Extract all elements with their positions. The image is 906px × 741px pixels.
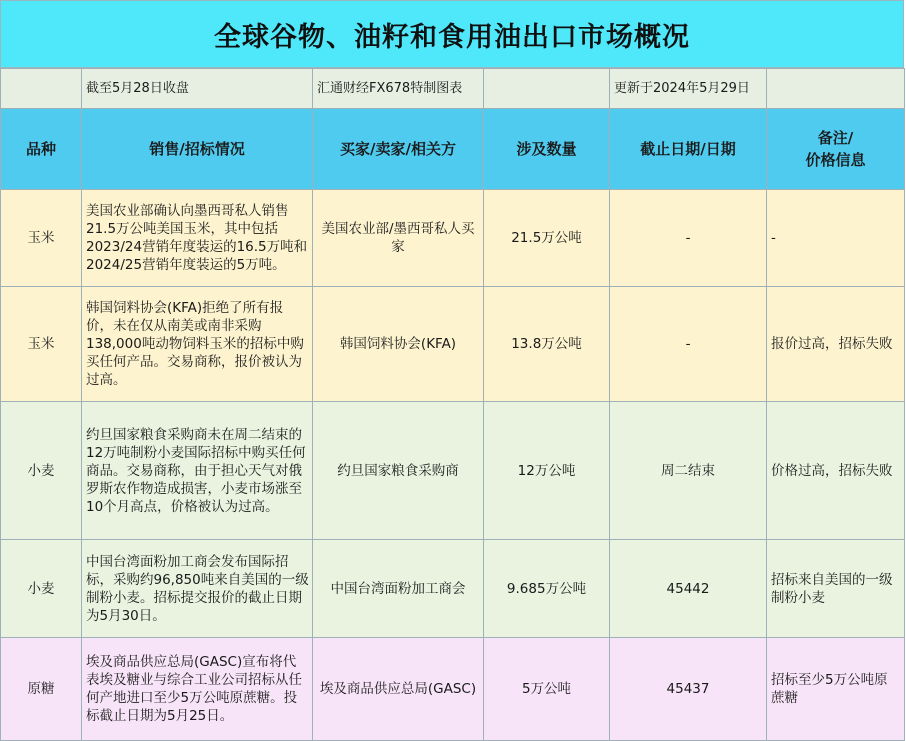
source-note[interactable]: 汇通财经FX678特制图表 <box>313 69 484 109</box>
note-cell[interactable]: 报价过高，招标失败 <box>767 287 905 402</box>
date-cell[interactable]: - <box>610 287 767 402</box>
party-cell[interactable]: 美国农业部/墨西哥私人买家 <box>313 190 484 287</box>
date-cell[interactable]: 45442 <box>610 540 767 638</box>
header-party[interactable]: 买家/卖家/相关方 <box>313 109 484 190</box>
commodity-cell[interactable]: 玉米 <box>1 190 82 287</box>
description-cell[interactable]: 中国台湾面粉加工商会发布国际招标，采购约96,850吨来自美国的一级制粉小麦。招标提交报价的截止日期为5月30日。 <box>82 540 313 638</box>
date-cell[interactable]: - <box>610 190 767 287</box>
party-cell[interactable]: 埃及商品供应总局(GASC) <box>313 638 484 741</box>
cutoff-note[interactable]: 截至5月28日收盘 <box>82 69 313 109</box>
header-date[interactable]: 截止日期/日期 <box>610 109 767 190</box>
info-row <box>1 69 905 109</box>
description-cell[interactable]: 约旦国家粮食采购商未在周二结束的12万吨制粉小麦国际招标中购买任何商品。交易商称，由于担心天气对俄罗斯农作物造成损害，小麦市场涨至10个月高点，价格被认为过高。 <box>82 402 313 540</box>
note-cell[interactable]: 招标来自美国的一级制粉小麦 <box>767 540 905 638</box>
quantity-cell[interactable]: 5万公吨 <box>484 638 610 741</box>
quantity-cell[interactable]: 9.685万公吨 <box>484 540 610 638</box>
date-cell[interactable]: 周二结束 <box>610 402 767 540</box>
info-empty-cell[interactable] <box>767 69 905 109</box>
commodity-cell[interactable]: 小麦 <box>1 540 82 638</box>
note-cell[interactable]: 价格过高，招标失败 <box>767 402 905 540</box>
table-row <box>1 190 905 287</box>
info-empty-cell[interactable] <box>484 69 610 109</box>
description-cell[interactable]: 韩国饲料协会(KFA)拒绝了所有报价，未在仅从南美或南非采购138,000吨动物饲料玉米的招标中购买任何产品。交易商称，报价被认为过高。 <box>82 287 313 402</box>
info-empty-cell[interactable] <box>1 69 82 109</box>
page-title: 全球谷物、油籽和食用油出口市场概况 <box>0 0 904 68</box>
header-row <box>1 109 905 190</box>
party-cell[interactable]: 韩国饲料协会(KFA) <box>313 287 484 402</box>
quantity-cell[interactable]: 21.5万公吨 <box>484 190 610 287</box>
commodity-cell[interactable]: 玉米 <box>1 287 82 402</box>
note-cell[interactable]: - <box>767 190 905 287</box>
commodity-cell[interactable]: 原糖 <box>1 638 82 741</box>
party-cell[interactable]: 约旦国家粮食采购商 <box>313 402 484 540</box>
header-quantity[interactable]: 涉及数量 <box>484 109 610 190</box>
quantity-cell[interactable]: 13.8万公吨 <box>484 287 610 402</box>
table-row <box>1 540 905 638</box>
table-row <box>1 402 905 540</box>
market-table <box>0 68 905 741</box>
header-commodity[interactable]: 品种 <box>1 109 82 190</box>
table-row <box>1 638 905 741</box>
date-cell[interactable]: 45437 <box>610 638 767 741</box>
party-cell[interactable]: 中国台湾面粉加工商会 <box>313 540 484 638</box>
description-cell[interactable]: 美国农业部确认向墨西哥私人销售21.5万公吨美国玉米，其中包括2023/24营销年度装运的16.5万吨和2024/25营销年度装运的5万吨。 <box>82 190 313 287</box>
header-note[interactable]: 备注/ 价格信息 <box>767 109 905 190</box>
header-sales[interactable]: 销售/招标情况 <box>82 109 313 190</box>
description-cell[interactable]: 埃及商品供应总局(GASC)宣布将代表埃及糖业与综合工业公司招标从任何产地进口至少5万公吨原蔗糖。投标截止日期为5月25日。 <box>82 638 313 741</box>
updated-note[interactable]: 更新于2024年5月29日 <box>610 69 767 109</box>
commodity-cell[interactable]: 小麦 <box>1 402 82 540</box>
table-row <box>1 287 905 402</box>
quantity-cell[interactable]: 12万公吨 <box>484 402 610 540</box>
note-cell[interactable]: 招标至少5万公吨原蔗糖 <box>767 638 905 741</box>
